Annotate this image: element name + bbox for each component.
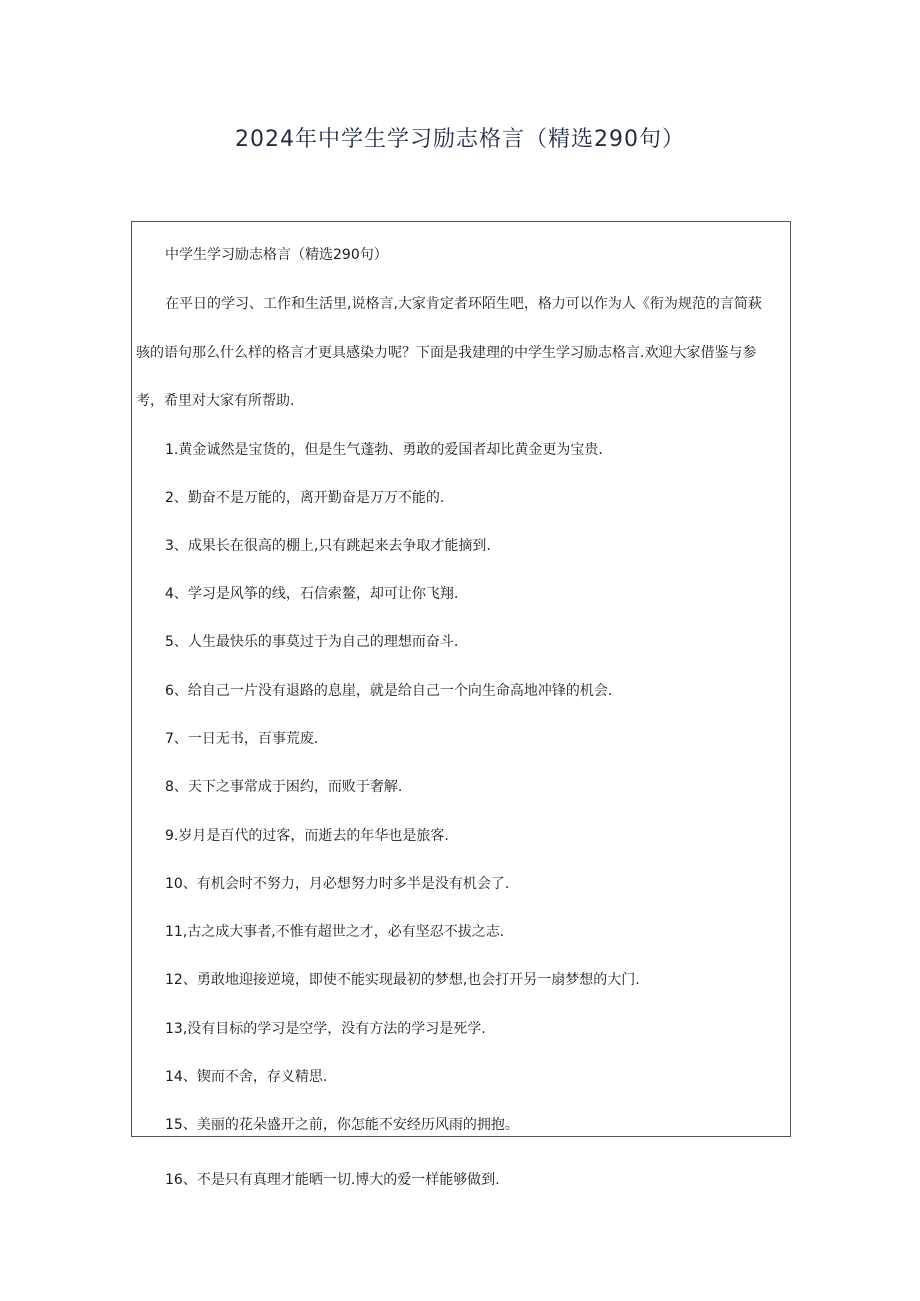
intro-line-1: 在平日的学习、工作和生活里,说格言,大家肯定者环陌生吧，格力可以作为人《衔为规范的言简萩	[165, 296, 762, 312]
quote-item: 11,古之成大事者,不惟有超世之才，必有坚忍不拔之志.	[165, 924, 505, 940]
intro-line-2: 骇的语句那么什么样的格言才更具感染力呢？下面是我建理的中学生学习励志格言.欢迎大家借鉴与参	[136, 345, 757, 361]
quote-item: 15、美丽的花朵盛开之前，你怎能不安经历风雨的拥抱。	[165, 1117, 519, 1133]
document-title: 2024年中学生学习励志格言（精选290句）	[235, 127, 685, 152]
quote-item: 10、有机会时不努力，月必想努力时多半是没有机会了.	[165, 876, 510, 892]
quote-item: 9.岁月是百代的过客，而逝去的年华也是旅客.	[165, 828, 449, 844]
quote-item: 1.黄金诚然是宝货的，但是生气蓬勃、勇敢的爱国者却比黄金更为宝贵.	[165, 442, 603, 458]
quote-item: 5、人生最快乐的事莫过于为自己的理想而奋斗.	[165, 634, 459, 650]
quote-item: 14、锲而不舍，存义精思.	[165, 1069, 328, 1085]
quote-item: 8、天下之事常成于困约，而败于奢解.	[165, 779, 403, 795]
quote-item: 6、给自己一片没有退路的息崖，就是给自己一个向生命高地冲锋的机会.	[165, 683, 613, 699]
quote-item: 13,没有目标的学习是空学，没有方法的学习是死学.	[165, 1021, 486, 1037]
quote-item: 7、一日无书，百事荒废.	[165, 731, 319, 747]
box-heading: 中学生学习励志格言（精选290句）	[165, 247, 388, 263]
quote-item-after-box: 16、不是只有真理才能晒一切.博大的爱一样能够做到.	[165, 1172, 500, 1188]
quote-item: 3、成果长在很高的棚上,只有跳起来去争取才能摘到.	[165, 538, 491, 554]
quote-item: 4、学习是风筝的线，石信索鳌，却可让你飞翔.	[165, 586, 459, 602]
quote-item: 12、勇敢地迎接逆境，即使不能实现最初的梦想,也会打开另一扇梦想的大门.	[165, 972, 640, 988]
intro-line-3: 考，希里对大家有所帮助.	[136, 393, 295, 409]
quote-item: 2、勤奋不是万能的，离开勤奋是万万不能的.	[165, 490, 445, 506]
